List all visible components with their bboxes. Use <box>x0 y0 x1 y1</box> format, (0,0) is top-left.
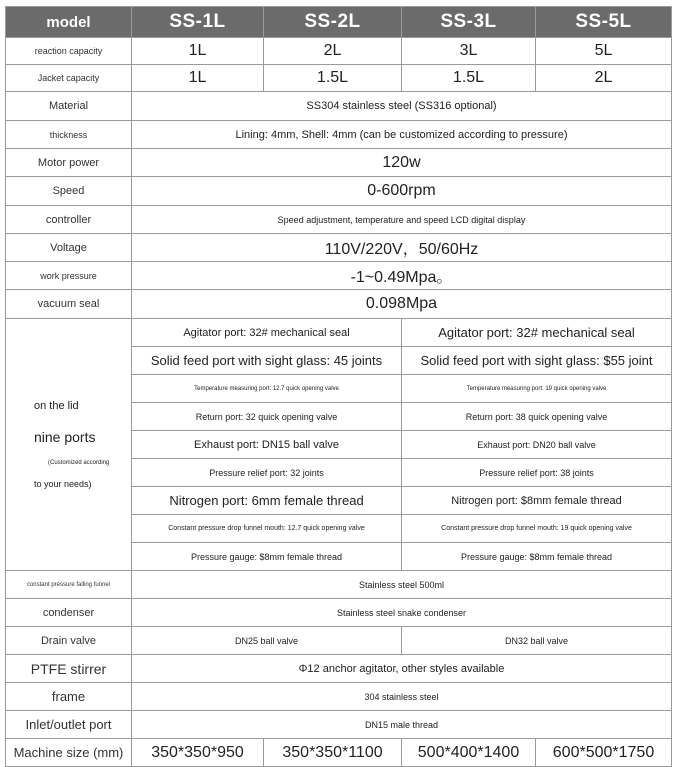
condenser-value: Stainless steel snake condenser <box>132 599 672 627</box>
row-voltage <box>6 234 672 262</box>
thickness-label: thickness <box>6 121 132 149</box>
model-ss-2l: SS-2L <box>264 7 402 38</box>
reaction-capacity-value: 5L <box>536 38 672 65</box>
vacuum-seal-value: 0.098Mpa <box>132 290 672 319</box>
machine-size-value: 600*500*1750 <box>536 739 672 767</box>
jacket-capacity-value: 1.5L <box>402 65 536 92</box>
reaction-capacity-label: reaction capacity <box>6 38 132 65</box>
material-label: Material <box>6 92 132 121</box>
row-material <box>6 92 672 121</box>
jacket-capacity-value: 2L <box>536 65 672 92</box>
pressure-gauge-right: Pressure gauge: $8mm female thread <box>402 543 672 571</box>
jacket-capacity-label: Jacket capacity <box>6 65 132 92</box>
machine-size-label: Machine size (mm) <box>6 739 132 767</box>
funnel-mouth-left: Constant pressure drop funnel mouth: 12.7 quick opening valve <box>132 515 402 543</box>
jacket-capacity-value: 1L <box>132 65 264 92</box>
controller-label: controller <box>6 206 132 234</box>
reaction-capacity-value: 1L <box>132 38 264 65</box>
nitrogen-port-right: Nitrogen port: $8mm female thread <box>402 487 672 515</box>
drain-valve-label: Drain valve <box>6 627 132 655</box>
exhaust-port-left: Exhaust port: DN15 ball valve <box>132 431 402 459</box>
speed-value: 0-600rpm <box>132 177 672 206</box>
header-label: model <box>6 7 132 38</box>
motor-power-label: Motor power <box>6 149 132 177</box>
machine-size-value: 350*350*1100 <box>264 739 402 767</box>
stirrer-value: Φ12 anchor agitator, other styles available <box>132 655 672 683</box>
row-work-pressure <box>6 262 672 290</box>
reaction-capacity-value: 3L <box>402 38 536 65</box>
row-reaction-capacity <box>6 38 672 65</box>
frame-value: 304 stainless steel <box>132 683 672 711</box>
pressure-gauge-left: Pressure gauge: $8mm female thread <box>132 543 402 571</box>
machine-size-value: 350*350*950 <box>132 739 264 767</box>
lid-line-2: nine ports <box>34 428 96 445</box>
row-vacuum-seal <box>6 290 672 319</box>
row-jacket-capacity <box>6 65 672 92</box>
row-stirrer <box>6 655 672 683</box>
speed-label: Speed <box>6 177 132 206</box>
reaction-capacity-value: 2L <box>264 38 402 65</box>
agitator-port-right: Agitator port: 32# mechanical seal <box>402 319 672 347</box>
feed-port-right: Solid feed port with sight glass: $55 joint <box>402 347 672 375</box>
inlet-value: DN15 male thread <box>132 711 672 739</box>
header-row <box>6 7 672 38</box>
row-speed <box>6 177 672 206</box>
lid-line-4: to your needs) <box>34 478 92 489</box>
agitator-port-left: Agitator port: 32# mechanical seal <box>132 319 402 347</box>
motor-power-value: 120w <box>132 149 672 177</box>
lid-ports-label <box>6 319 132 571</box>
material-value: SS304 stainless steel (SS316 optional) <box>132 92 672 121</box>
thickness-value: Lining: 4mm, Shell: 4mm (can be customized according to pressure) <box>132 121 672 149</box>
work-pressure-value: -1~0.49Mpa。 <box>132 262 672 290</box>
funnel-mouth-right: Constant pressure drop funnel mouth: 19 quick opening valve <box>402 515 672 543</box>
row-controller <box>6 206 672 234</box>
model-ss-3l: SS-3L <box>402 7 536 38</box>
feed-port-left: Solid feed port with sight glass: 45 joints <box>132 347 402 375</box>
lid-line-3: (Customized according <box>48 459 110 466</box>
condenser-label: condenser <box>6 599 132 627</box>
jacket-capacity-value: 1.5L <box>264 65 402 92</box>
drain-valve-left: DN25 ball valve <box>132 627 402 655</box>
inlet-label: Inlet/outlet port <box>6 711 132 739</box>
controller-value: Speed adjustment, temperature and speed LCD digital display <box>132 206 672 234</box>
temp-port-right: Temperature measuring port: 19 quick opening valve <box>402 375 672 403</box>
work-pressure-label: work pressure <box>6 262 132 290</box>
model-ss-5l: SS-5L <box>536 7 672 38</box>
drain-valve-right: DN32 ball valve <box>402 627 672 655</box>
pressure-relief-left: Pressure relief port: 32 joints <box>132 459 402 487</box>
lid-line-1: on the lid <box>34 399 79 412</box>
funnel-value: Stainless steel 500ml <box>132 571 672 599</box>
voltage-value: 110V/220V，50/60Hz <box>132 234 672 262</box>
exhaust-port-right: Exhaust port: DN20 ball valve <box>402 431 672 459</box>
row-thickness <box>6 121 672 149</box>
row-machine-size <box>6 739 672 767</box>
return-port-left: Return port: 32 quick opening valve <box>132 403 402 431</box>
pressure-relief-right: Pressure relief port: 38 joints <box>402 459 672 487</box>
stirrer-label: PTFE stirrer <box>6 655 132 683</box>
nitrogen-port-left: Nitrogen port: 6mm female thread <box>132 487 402 515</box>
row-motor-power <box>6 149 672 177</box>
row-condenser <box>6 599 672 627</box>
temp-port-left: Temperature measuring port: 12.7 quick opening valve <box>132 375 402 403</box>
frame-label: frame <box>6 683 132 711</box>
voltage-label: Voltage <box>6 234 132 262</box>
row-funnel <box>6 571 672 599</box>
row-inlet <box>6 711 672 739</box>
lid-port-row <box>6 319 672 347</box>
row-drain-valve <box>6 627 672 655</box>
model-ss-1l: SS-1L <box>132 7 264 38</box>
spec-table <box>5 6 672 767</box>
return-port-right: Return port: 38 quick opening valve <box>402 403 672 431</box>
funnel-label: constant pressure falling funnel <box>6 571 132 599</box>
row-frame <box>6 683 672 711</box>
vacuum-seal-label: vacuum seal <box>6 290 132 319</box>
machine-size-value: 500*400*1400 <box>402 739 536 767</box>
